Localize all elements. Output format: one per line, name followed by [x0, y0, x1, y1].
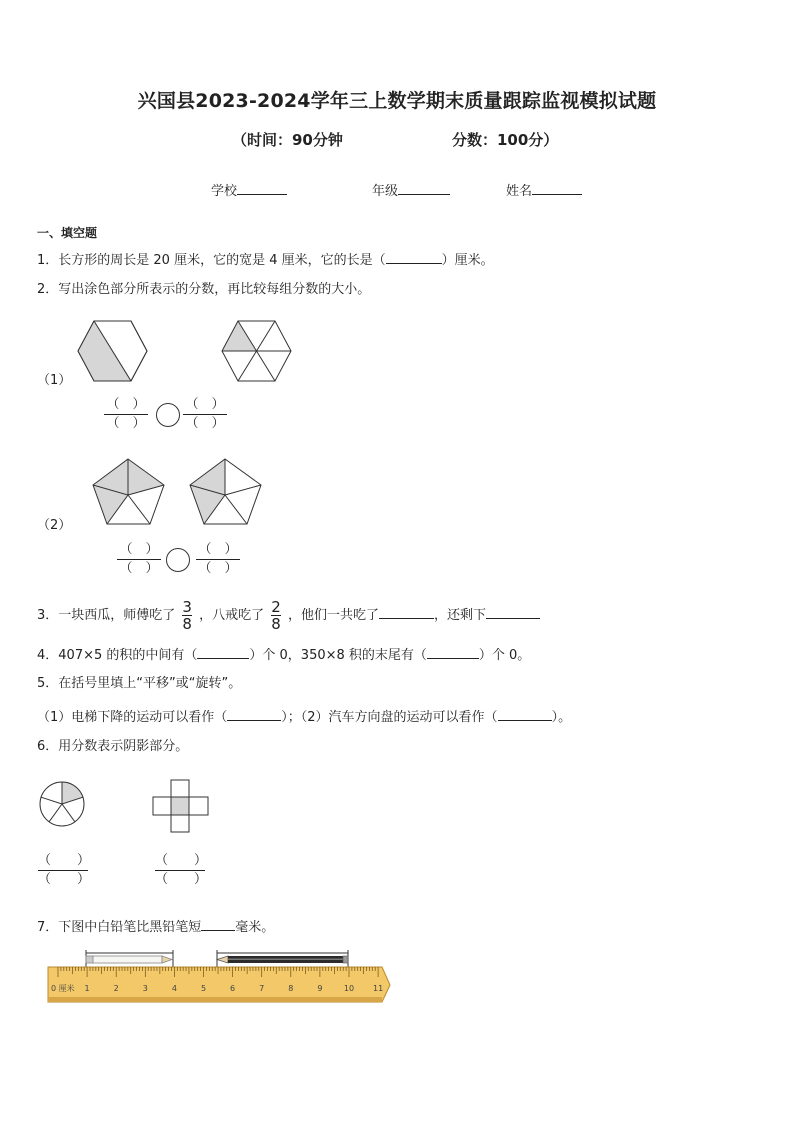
q6-fraction-2[interactable]: （ ） （ ） [155, 853, 208, 887]
q2-fraction-1a[interactable]: （ ） （ ） [104, 397, 148, 432]
q7-blank[interactable] [201, 916, 235, 931]
ruler-tick-label: 5 [200, 984, 207, 993]
question-2: 2．写出涂色部分所表示的分数，再比较每组分数的大小。 [37, 282, 371, 297]
school-blank[interactable] [237, 180, 287, 195]
q2-fraction-1b[interactable]: （ ） （ ） [183, 397, 227, 432]
q1-text: 1．长方形的周长是 20 厘米，它的宽是 4 厘米，它的长是（ [37, 253, 386, 268]
ruler-unit-label: 0 厘米 [51, 984, 75, 993]
q5-sub-b: ）；（2）汽车方向盘的运动可以看作（ [281, 710, 498, 725]
q3-text-b: ，八戒吃了 [199, 608, 265, 623]
ruler-tick-label: 8 [288, 984, 294, 993]
hexagon-half-shaded-figure [76, 320, 148, 382]
q2-fraction-2a[interactable]: （ ） （ ） [117, 542, 161, 577]
q4-text-a: 4．407×5 的积的中间有（ [37, 648, 198, 663]
q5-blank-1[interactable] [227, 706, 281, 721]
q4-blank-2[interactable] [427, 644, 479, 659]
q1-text-end: ）厘米。 [441, 253, 494, 268]
grade-label: 年级 [372, 184, 399, 199]
ruler-tick-label: 11 [373, 984, 384, 993]
school-field [211, 180, 287, 199]
hexagon-sixths-figure [220, 320, 292, 382]
fraction-3-8: $\frac{3}{8}$ [182, 598, 192, 633]
question-7 [37, 916, 274, 937]
grade-field [372, 180, 450, 199]
q3-remain-blank[interactable] [486, 604, 540, 619]
ruler-tick-label: 7 [259, 984, 265, 993]
compare-circle-2[interactable] [165, 547, 191, 573]
q2-part1-label: （1） [37, 373, 72, 388]
pentagon-two-fifths-figure [187, 457, 263, 527]
q7-text-a: 7．下图中白铅笔比黑铅笔短 [37, 920, 202, 935]
ruler-tick-label: 4 [171, 984, 177, 993]
name-field [506, 180, 582, 199]
q3-text-c: ，他们一共吃了 [287, 608, 379, 623]
circle-fifths-figure [38, 780, 86, 828]
grade-blank[interactable] [398, 180, 450, 195]
q2-fraction-2b[interactable]: （ ） （ ） [196, 542, 240, 577]
question-5-subparts [37, 706, 571, 727]
q6-fraction-1[interactable]: （ ） （ ） [38, 853, 91, 887]
q5-sub-a: （1）电梯下降的运动可以看作（ [37, 710, 228, 725]
q4-text-c: ）个 0。 [478, 648, 531, 663]
q5-sub-c: ）。 [551, 710, 572, 725]
q5-blank-2[interactable] [498, 706, 552, 721]
q1-answer-blank[interactable] [386, 249, 442, 264]
page-title: 兴国县2023-2024学年三上数学期末质量跟踪监视模拟试题 [137, 90, 657, 112]
q3-eaten-blank[interactable] [379, 604, 434, 619]
question-1 [37, 249, 494, 270]
ruler-tick-label: 3 [142, 984, 148, 993]
ruler-tick-label: 10 [343, 984, 355, 993]
ruler-tick-label: 6 [230, 984, 236, 993]
question-5: 5．在括号里填上“平移”或“旋转”。 [37, 676, 242, 691]
white-pencil [86, 956, 172, 963]
fraction-2-8: $\frac{2}{8}$ [271, 598, 281, 633]
school-label: 学校 [211, 184, 238, 199]
q7-text-b: 毫米。 [235, 920, 275, 935]
exam-score: 分数：100分） [452, 131, 559, 149]
q4-text-b: ）个 0，350×8 积的末尾有（ [249, 648, 427, 663]
ruler-tick-label: 1 [84, 984, 90, 993]
name-label: 姓名 [506, 184, 533, 199]
ruler-tick-label: 9 [317, 984, 323, 993]
q2-part2-label: （2） [37, 518, 72, 533]
exam-time: （时间：90分钟 [232, 131, 343, 149]
pentagon-three-fifths-figure [90, 457, 166, 527]
q3-text-d: ，还剩下 [433, 608, 486, 623]
q3-text-a: 3．一块西瓜，师傅吃了 [37, 608, 176, 623]
name-blank[interactable] [532, 180, 582, 195]
section-heading: 一、填空题 [37, 226, 98, 240]
black-pencil [217, 956, 348, 963]
cross-squares-figure [152, 779, 210, 833]
q4-blank-1[interactable] [197, 644, 249, 659]
ruler-tick-label: 2 [113, 984, 119, 993]
question-4 [37, 644, 530, 665]
question-6: 6．用分数表示阴影部分。 [37, 739, 189, 754]
compare-circle-1[interactable] [155, 402, 181, 428]
question-3 [37, 597, 540, 635]
ruler-with-pencils-figure [46, 945, 396, 1007]
